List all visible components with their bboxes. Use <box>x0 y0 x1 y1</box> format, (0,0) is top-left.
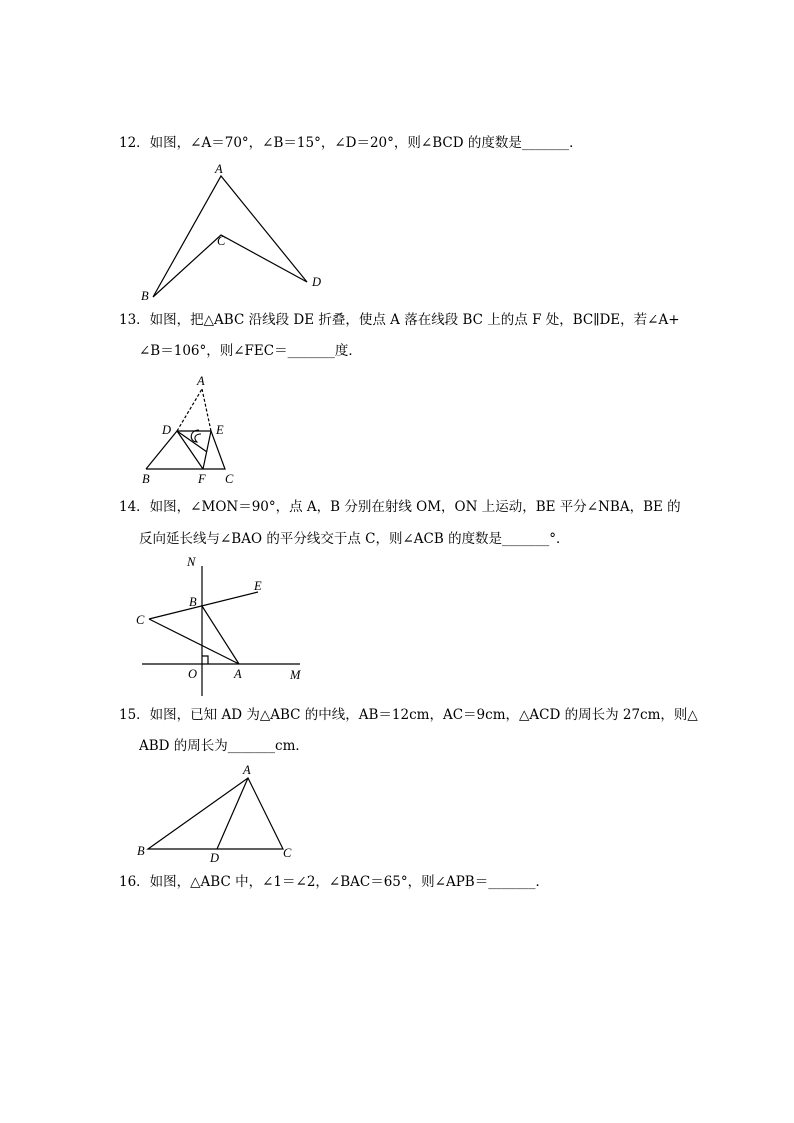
q15-label-C: C <box>283 846 292 860</box>
question-12-text: 12．如图，∠A＝70°，∠B＝15°，∠D＝20°，则∠BCD 的度数是_______． <box>119 135 583 151</box>
q12-label-A: A <box>215 162 223 176</box>
q15-label-D: D <box>210 851 220 865</box>
q15-label-B: B <box>137 844 145 858</box>
question-13-figure <box>135 372 245 487</box>
q12-label-B: B <box>141 289 149 303</box>
q15-triangle-ABC <box>148 778 283 849</box>
q13-label-D: D <box>162 423 172 437</box>
question-13-text-line-2: ∠B＝106°，则∠FEC＝_______度． <box>139 343 362 359</box>
q13-label-B: B <box>142 472 150 486</box>
question-15-figure <box>135 760 300 868</box>
question-13-text-line-1: 13．如图，把△ABC 沿线段 DE 折叠，使点 A 落在线段 BC 上的点 F 处，BC∥DE，若∠A+ <box>119 312 680 328</box>
q14-label-O: O <box>188 667 198 681</box>
q13-fold-dash-right <box>202 389 211 431</box>
q13-label-E: E <box>216 423 224 437</box>
question-12-figure <box>135 160 335 305</box>
q13-segment-DF <box>177 431 203 469</box>
q13-fold-dash-left <box>177 389 202 431</box>
q14-label-A: A <box>234 667 242 681</box>
q13-label-C: C <box>225 472 234 486</box>
q15-label-A: A <box>243 763 251 777</box>
q14-label-M: M <box>290 668 301 682</box>
q12-label-C: C <box>217 234 226 248</box>
question-14-text-line-2: 反向延长线与∠BAO 的平分线交于点 C，则∠ACB 的度数是_______°． <box>139 531 570 547</box>
q12-outline <box>153 176 307 297</box>
q13-label-A: A <box>197 374 205 388</box>
q12-label-D: D <box>312 275 322 289</box>
q14-line-CE <box>149 592 258 619</box>
q13-label-F: F <box>198 472 206 486</box>
q14-segment-CA <box>149 619 239 664</box>
q14-label-E: E <box>254 579 262 593</box>
question-14-figure <box>130 552 315 692</box>
q14-label-N: N <box>187 555 196 569</box>
q14-right-angle-mark <box>202 656 208 664</box>
q14-label-C: C <box>136 613 145 627</box>
question-15-text-line-2: ABD 的周长为_______cm． <box>139 738 309 754</box>
q14-label-B: B <box>189 595 197 609</box>
question-16-text: 16．如图，△ABC 中，∠1＝∠2，∠BAC＝65°，则∠APB＝_______． <box>119 874 549 890</box>
question-14-text-line-1: 14．如图，∠MON＝90°，点 A，B 分别在射线 OM，ON 上运动，BE 平分∠NBA，BE 的 <box>119 499 681 515</box>
question-15-text-line-1: 15．如图，已知 AD 为△ABC 的中线，AB＝12cm，AC＝9cm，△ACD 的周长为 27cm，则△ <box>119 707 698 723</box>
q13-fold-arrow <box>191 430 201 442</box>
